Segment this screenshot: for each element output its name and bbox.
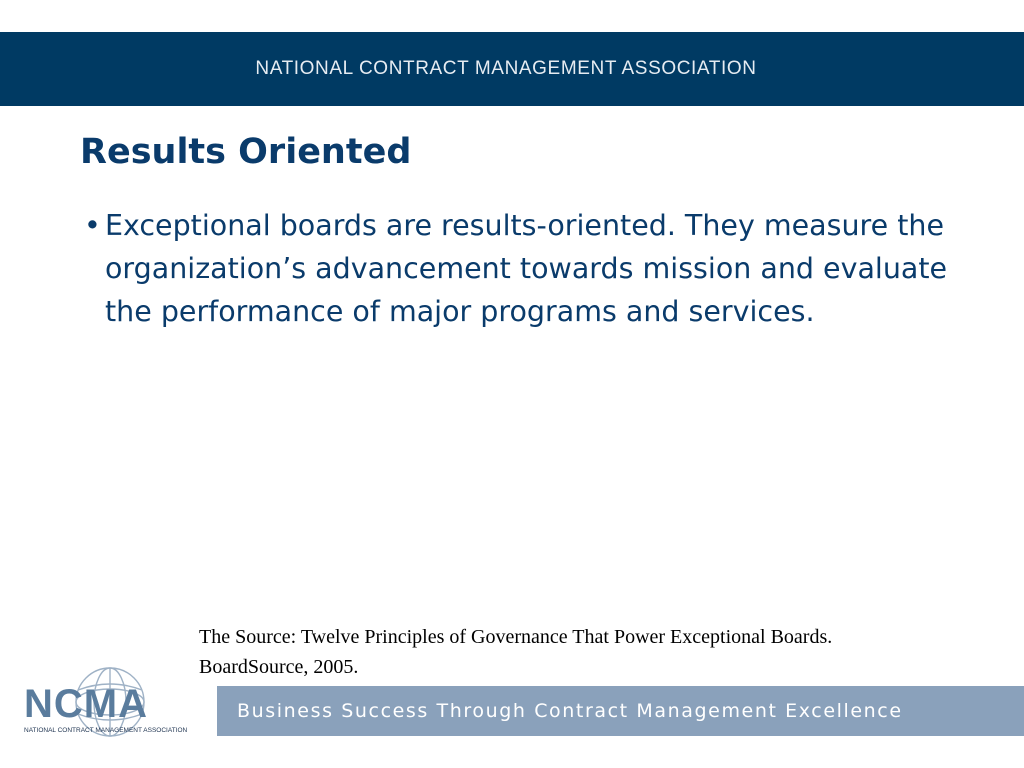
footer-tagline: Business Success Through Contract Management Excellence bbox=[237, 700, 903, 722]
bullet-item bbox=[84, 204, 984, 333]
header-organization-name: NATIONAL CONTRACT MANAGEMENT ASSOCIATION bbox=[255, 58, 757, 79]
slide-title: Results Oriented bbox=[80, 132, 412, 172]
ncma-logo bbox=[18, 660, 202, 744]
bullet-marker: • bbox=[84, 209, 101, 242]
logo-letters: NCMA bbox=[24, 682, 148, 726]
header-band bbox=[0, 32, 1024, 106]
bullet-text: Exceptional boards are results-oriented. They measure the organization’s advancement towards mission and evaluate the performance of major programs and services. bbox=[105, 209, 948, 328]
source-citation bbox=[199, 622, 1019, 682]
footer-band bbox=[217, 686, 1024, 736]
source-citation-line-1: The Source: Twelve Principles of Governance That Power Exceptional Boards. bbox=[199, 626, 833, 648]
source-citation-line-2: BoardSource, 2005. bbox=[199, 656, 359, 678]
logo-subtitle: NATIONAL CONTRACT MANAGEMENT ASSOCIATION bbox=[24, 727, 188, 734]
bullet-list bbox=[84, 204, 984, 333]
